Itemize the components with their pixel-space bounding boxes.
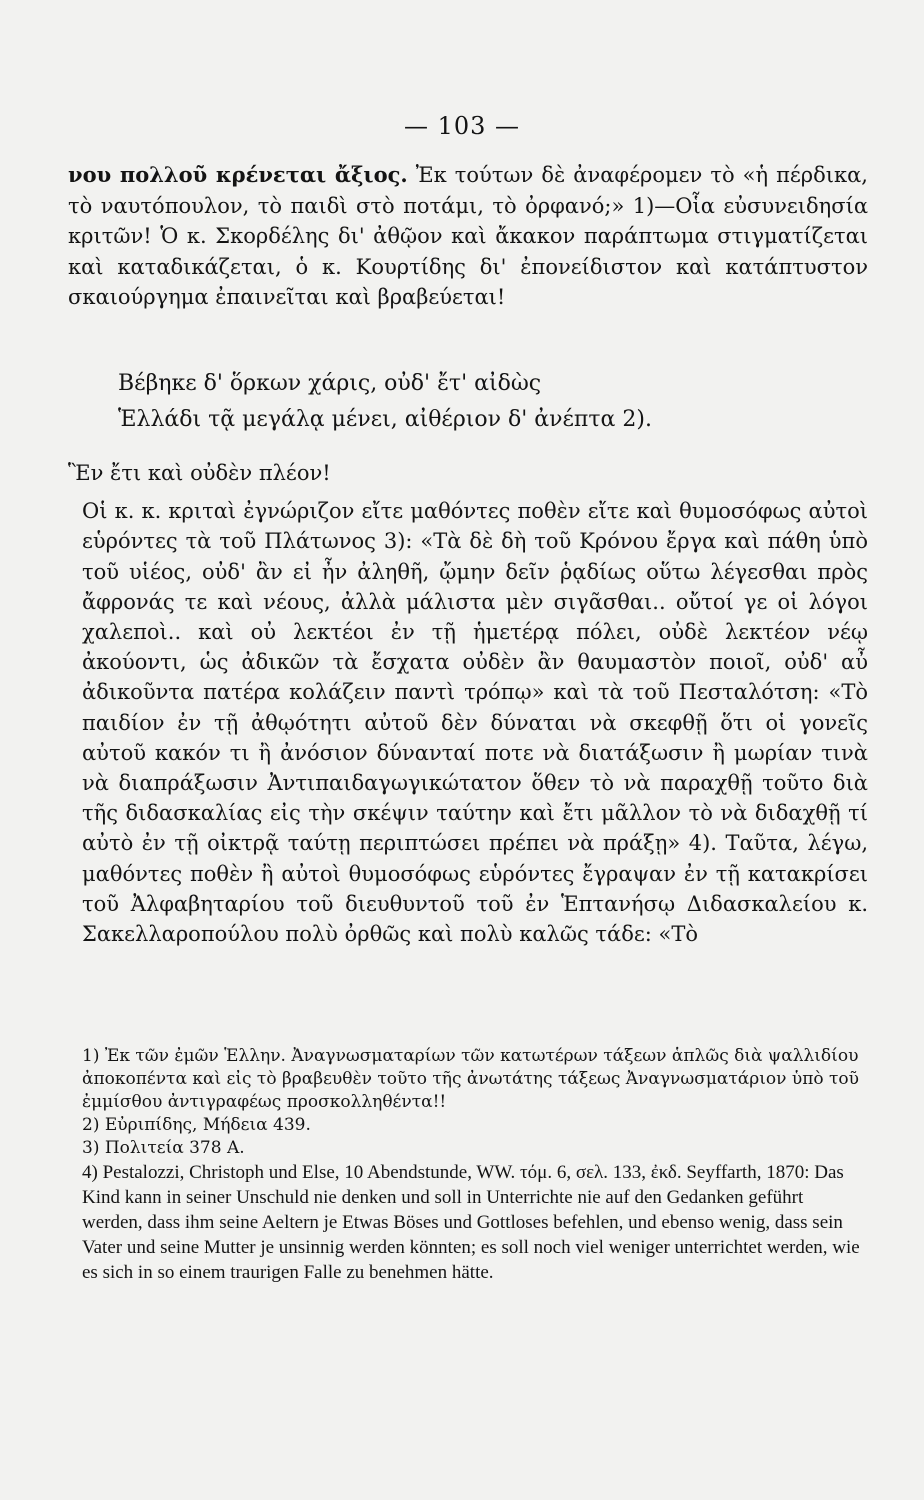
footnotes [68,1045,868,1285]
page-number: — 103 — [403,112,521,140]
paragraph-1-body: Ἐκ τούτων δὲ ἀναφέρομεν τὸ «ἡ πέρδικα, τὸ ναυτόπουλον, τὸ παιδὶ στὸ ποτάμι, τὸ ὀρφανό;» 1)—Οἷα εὐσυνειδησία κριτῶν! Ὁ κ. Σκορδέλης δι' ἀθῷον καὶ ἄκακον παράπτωμα στιγματίζεται καὶ καταδικάζεται, ὁ κ. Κουρτίδης δι' ἐπονείδιστον καὶ κατάπτυστον σκαιούργημα ἐπαινεῖται καὶ βραβεύεται! [68,163,868,310]
footnote-4: 4) Pestalozzi, Christoph und Else, 10 Abendstunde, WW. τόμ. 6, σελ. 133, ἐκδ. Seyffarth, 1870: Das Kind kann in seiner Unschuld nie denken und soll in Unterrichte nie auf den Gedanken geführt werden, dass ihm seine Aeltern je Etwas Böses und Gottloses befehlen, und ebenso wenig, dass sein Vater und seine Mutter je unsinnig werden könnten; es soll noch viel weniger unterrichtet werden, wie es sich in so einem traurigen Falle zu benehmen hätte. [82,1162,860,1283]
main-text-block [68,458,868,949]
paragraph-1-text [68,160,868,313]
footnote-3: 3) Πολιτεία 378 Α. [82,1138,245,1158]
paragraph-1 [68,160,868,313]
verse-line-2: Ἑλλάδι τᾷ μεγάλᾳ μένει, αἰθέριον δ' ἀνέπτα 2). [118,407,652,432]
verse-line-1: Βέβηκε δ' ὅρκων χάρις, οὐδ' ἔτ' αἰδὼς [118,371,542,396]
footnote-1: 1) Ἐκ τῶν ἐμῶν Ἑλλην. Ἀναγνωσματαρίων τῶν κατωτέρων τάξεων ἁπλῶς διὰ ψαλλιδίου ἀποκοπέντα καὶ εἰς τὸ βραβευθὲν τοῦτο τῆς ἀνωτάτης τάξεως Ἀναγνωσματάριον ὑπὸ τοῦ ἐμμίσθου ἀντιγραφέως προσκολληθέντα!! [82,1046,860,1112]
footnote-2: 2) Εὐριπίδης, Μήδεια 439. [82,1115,311,1135]
verse-quote [118,366,838,438]
paragraph-3: Οἱ κ. κ. κριταὶ ἐγνώριζον εἴτε μαθόντες ποθὲν εἴτε καὶ θυμοσόφως αὐτοὶ εὑρόντες τὰ τοῦ Πλάτωνος 3): «Τὰ δὲ δὴ τοῦ Κρόνου ἔργα καὶ πάθη ὑπὸ τοῦ υἱέος, οὐδ' ἂν εἰ ἦν ἀληθῆ, ᾤμην δεῖν ῥᾳδίως οὕτω λέγεσθαι πρὸς ἄφρονάς τε καὶ νέους, ἀλλὰ μάλιστα μὲν σιγᾶσθαι.. οὔτοί γε οἱ λόγοι χαλεποὶ.. καὶ οὐ λεκτέοι ἐν τῇ ἡμετέρᾳ πόλει, οὐδὲ λεκτέον νέῳ ἀκούοντι, ὡς ἀδικῶν τὰ ἔσχατα οὐδὲν ἂν θαυμαστὸν ποιοῖ, οὐδ' αὖ ἀδικοῦντα πατέρα κολάζειν παντὶ τρόπῳ» καὶ τὰ τοῦ Πεσταλότση: «Τὸ παιδίον ἐν τῇ ἀθῳότητι αὐτοῦ δὲν δύναται νὰ σκεφθῇ ὅτι οἱ γονεῖς αὐτοῦ κακόν τι ἢ ἀνόσιον δύνανταί ποτε νὰ διατάξωσιν ἢ μωρίαν τινὰ νὰ διαπράξωσιν Ἀντιπαιδαγωγικώτατον ὅθεν τὸ νὰ παραχθῇ τοῦτο διὰ τῆς διδασκαλίας εἰς τὴν σκέψιν ταύτην καὶ ἔτι μᾶλλον τὸ νὰ διδαχθῇ τί αὐτὸ ἐν τῇ οἰκτρᾷ ταύτῃ περιπτώσει πρέπει νὰ πράξῃ» 4). Ταῦτα, λέγω, μαθόντες ποθὲν ἢ αὐτοὶ θυμοσόφως εὑρόντες ἔγραψαν ἐν τῇ κατακρίσει τοῦ Ἀλφαβηταρίου τοῦ διευθυντοῦ τοῦ ἐν Ἑπτανήσῳ Διδασκαλείου κ. Σακελλαροπούλου πολὺ ὀρθῶς καὶ πολὺ καλῶς τάδε: «Τὸ [82,499,868,947]
paragraph-2: Ἓν ἔτι καὶ οὐδὲν πλέον! [68,461,331,485]
paragraph-1-lead: νου πολλοῦ κρένεται ἄξιος. [68,162,408,187]
